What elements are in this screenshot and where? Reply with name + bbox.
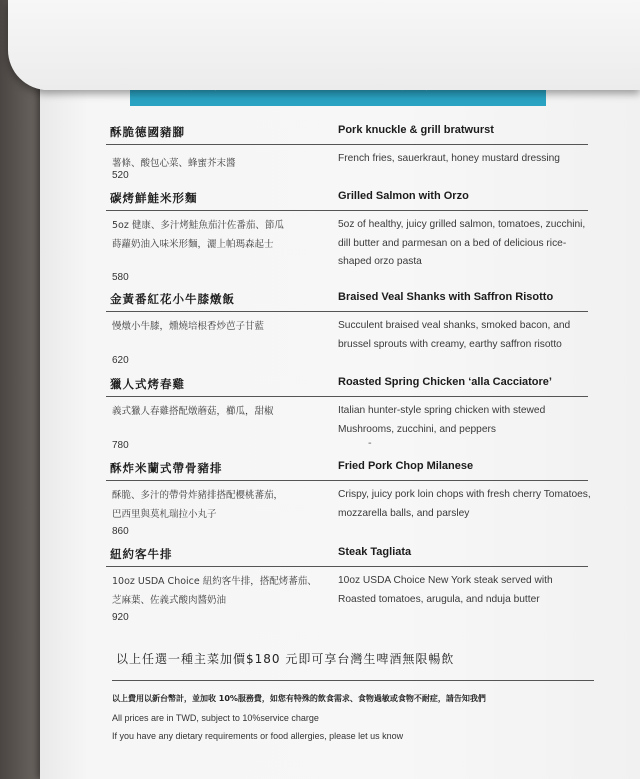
footer-price-note: All prices are in TWD, subject to 10%service charge	[112, 713, 319, 723]
divider	[106, 566, 588, 567]
dish-price: 920	[112, 612, 129, 623]
dish-desc-en: Italian hunter-style spring chicken with stewed Mushrooms, zucchini, and peppers	[338, 405, 546, 435]
dash-mark: -	[368, 438, 372, 449]
divider	[106, 396, 588, 397]
dish-title-zh: 紐約客牛排	[110, 547, 173, 561]
dish-desc-en: French fries, sauerkraut, honey mustard dressing	[338, 153, 560, 164]
dish-desc-en: Succulent braised veal shanks, smoked bacon, and brussel sprouts with creamy, earthy saffron risotto	[338, 320, 571, 350]
dish-desc-zh: 10oz USDA Choice 紐約客牛排，搭配烤蕃茄、 芝麻葉、佐義式酸肉醬奶油	[112, 576, 317, 606]
dish-price: 580	[112, 272, 129, 283]
dish-desc-zh: 薯條、酸包心菜、蜂蜜芥末醬	[112, 158, 236, 169]
footer-allergy-note: If you have any dietary requirements or food allergies, please let us know	[112, 731, 404, 741]
dish-title-en: Grilled Salmon with Orzo	[338, 190, 469, 202]
dish-title-en: Roasted Spring Chicken ‘alla Cacciatore’	[338, 376, 552, 388]
dish-title-zh: 金黃番紅花小牛膝燉飯	[110, 292, 235, 306]
divider	[106, 210, 588, 211]
dish-desc-zh: 5oz 健康、多汁烤鮭魚茄汁佐番茄、節瓜 蒔蘿奶油入味米形麵，灑上帕瑪森起士	[112, 220, 284, 250]
dish-price: 520	[112, 170, 129, 181]
dish-title-en: Steak Tagliata	[338, 546, 412, 558]
divider	[106, 311, 588, 312]
menu-page	[40, 40, 640, 779]
dish-price: 620	[112, 355, 129, 366]
dish-title-en: Fried Pork Chop Milanese	[338, 460, 474, 472]
dish-desc-zh: 義式獵人春雞搭配燉蘑菇，櫛瓜，甜椒	[112, 406, 274, 417]
footer-divider	[112, 680, 594, 681]
dish-desc-zh: 酥脆、多汁的帶骨炸豬排搭配櫻桃蕃茄， 巴西里與莫札瑞拉小丸子	[112, 490, 284, 520]
dish-desc-en: 10oz USDA Choice New York steak served with Roasted tomatoes, arugula, and nduja butter	[338, 575, 553, 605]
beer-promo-note: 以上任選一種主菜加價$180 元即可享台灣生啤酒無限暢飲	[116, 652, 455, 666]
dish-desc-en: Crispy, juicy pork loin chops with fresh cherry Tomatoes, mozzarella balls, and parsley	[338, 489, 591, 519]
dish-price: 780	[112, 440, 129, 451]
dish-title-zh: 碳烤鮮鮭米形麵	[110, 191, 198, 205]
dish-desc-zh: 慢燉小牛膝，燻燒培根香炒芭子甘藍	[112, 321, 265, 332]
folded-back-page	[8, 0, 640, 90]
dish-title-en: Braised Veal Shanks with Saffron Risotto	[338, 291, 554, 303]
dish-price: 860	[112, 526, 129, 537]
dish-title-en: Pork knuckle & grill bratwurst	[338, 124, 494, 136]
dish-title-zh: 獵人式烤春雞	[110, 377, 185, 391]
divider	[106, 144, 588, 145]
dish-desc-en: 5oz of healthy, juicy grilled salmon, tomatoes, zucchini, dill butter and parmesan on a bed of delicious rice-shaped orzo pasta	[338, 219, 586, 267]
divider	[106, 480, 588, 481]
dish-title-zh: 酥炸米蘭式帶骨豬排	[110, 461, 223, 475]
footer-note-zh: 以上費用以新台幣計，並加收 10%服務費，如您有特殊的飲食需求、食物過敏或食物不耐症，請告知我們	[112, 694, 486, 703]
dish-title-zh: 酥脆德國豬腳	[110, 125, 185, 139]
